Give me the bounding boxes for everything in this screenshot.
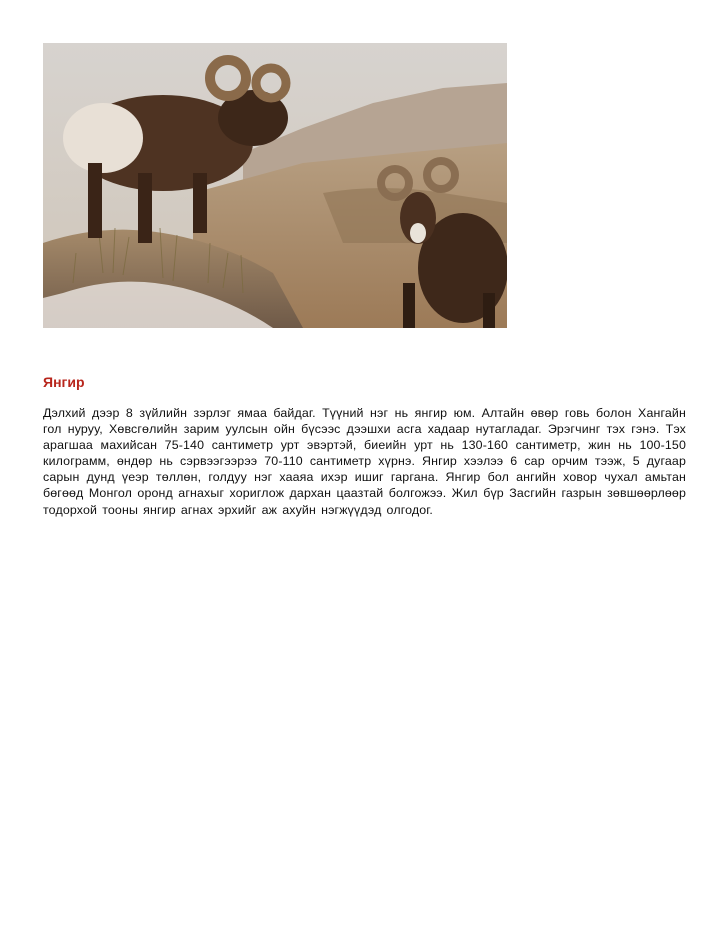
argali-photo (43, 43, 507, 328)
article-body: Дэлхий дээр 8 зүйлийн зэрлэг ямаа байдаг. Түүний нэг нь янгир юм. Алтайн өвөр говь болон Хангайн гол нуруу, Хөвсгөлийн зарим уулсын ойн бүсээс дээшхи асга хадаар нутагладаг. Эрэгчинг тэх гэнэ. Тэх арагшаа махийсан 75-140 сантиметр урт эвэртэй, биеийн урт нь 130-160 сантиметр, жин нь 100-150 килограмм, өндөр нь сэрвээгээрээ 70-110 сантиметр хүрнэ. Янгир хээлээ 6 сар орчим тээж, 5 дугаар сарын дунд үеэр төллөн, голдуу нэг хааяа ихэр ишиг гаргана. Янгир бол ангийн ховор чухал амьтан бөгөөд Монгол оронд агнахыг хориглож дархан цаазтай болгожээ. Жил бүр Засгийн газрын зөвшөөрлөөр тодорхой тооны янгир агнах эрхийг аж ахуйн нэгжүүдэд олгодог. (43, 406, 686, 517)
article-title: Янгир (43, 374, 85, 390)
argali-illustration (43, 43, 507, 328)
